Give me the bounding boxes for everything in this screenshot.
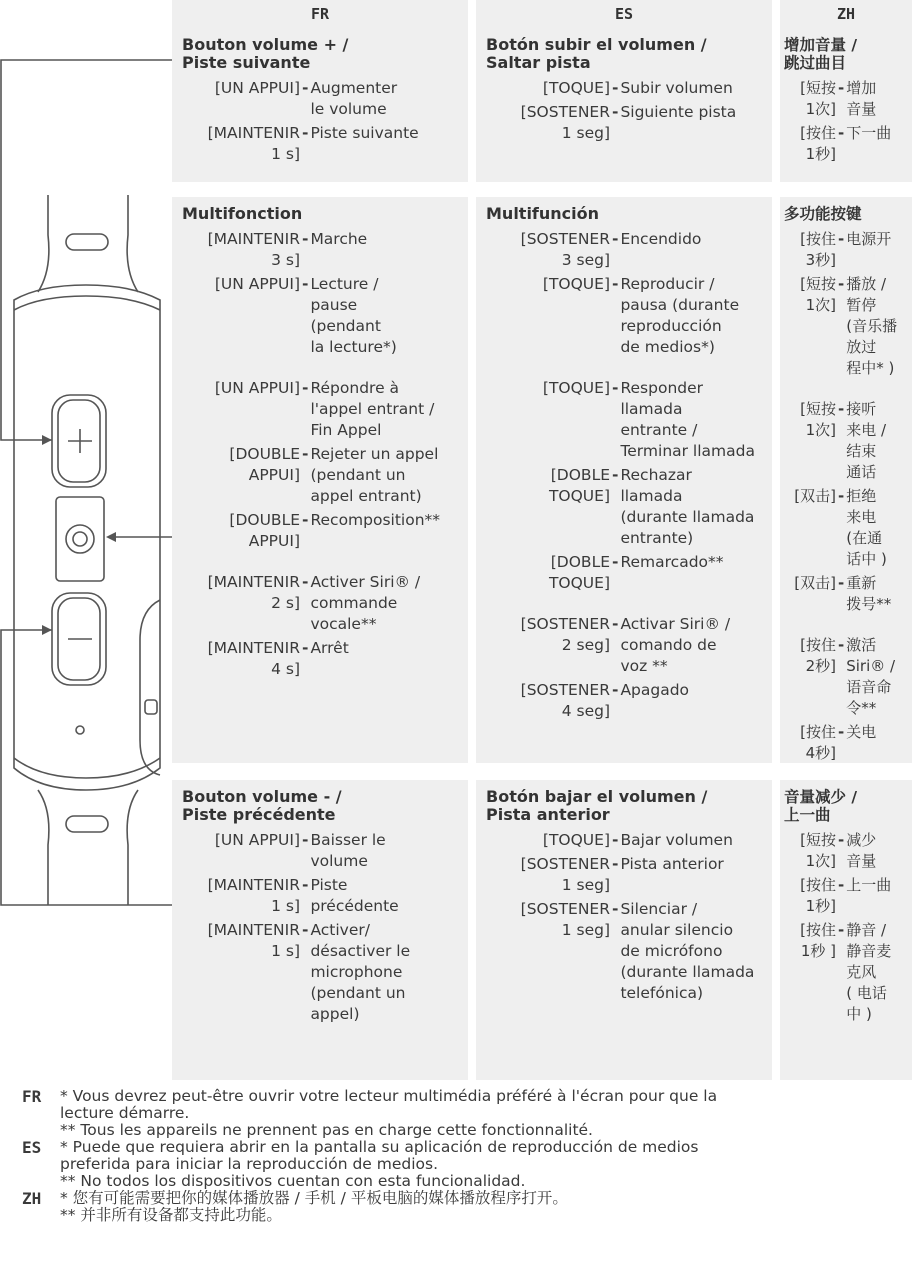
action-label: [MAINTENIR 3 s] xyxy=(207,230,300,269)
section-title: Bouton volume + / Piste suivante xyxy=(182,35,349,72)
action-result: Activer/ désactiver le microphone (pendant un appel) xyxy=(310,921,411,1023)
action-label: [MAINTENIR 1 s] xyxy=(207,124,300,163)
footnote-line: ** No todos los dispositivos cuentan con esta funcionalidad. xyxy=(60,1172,526,1190)
action-result: Siguiente pista xyxy=(620,103,737,121)
action-result: Pista anterior xyxy=(620,855,724,873)
action-label: [短按 1次] xyxy=(800,831,836,870)
section-title: Multifonction xyxy=(182,204,303,223)
instruction-row xyxy=(784,123,908,165)
action-result: 减少 音量 xyxy=(846,831,877,870)
separator: - xyxy=(612,379,619,397)
instruction-row xyxy=(486,552,762,594)
separator: - xyxy=(612,553,619,571)
separator: - xyxy=(838,574,845,592)
footnote-line: * Vous devrez peut-être ouvrir votre lecteur multimédia préféré à l'écran pour que la lecture démarre. xyxy=(60,1087,718,1122)
action-result: Augmenter le volume xyxy=(310,79,398,118)
arrow-head-icon xyxy=(42,625,52,635)
instruction-row xyxy=(182,378,458,441)
action-result: Répondre à l'appel entrant / Fin Appel xyxy=(310,379,435,439)
instruction-row xyxy=(182,830,458,872)
action-result: Piste précédente xyxy=(310,876,399,915)
action-result: 激活 Siri® / 语音命 令** xyxy=(846,636,896,717)
separator: - xyxy=(612,466,619,484)
footnote-line: ** Tous les appareils ne prennent pas en charge cette fonctionnalité. xyxy=(60,1121,593,1139)
instruction-row xyxy=(784,830,908,872)
footnote-line: * Puede que requiera abrir en la pantalla su aplicación de reproducción de medios preferida para iniciar la reproducción de medios. xyxy=(60,1138,699,1173)
action-label: [UN APPUI] xyxy=(214,79,300,97)
section-1-zh xyxy=(780,28,912,182)
action-result: 静音 / 静音麦 克风 ( 电话 中 ) xyxy=(846,921,892,1023)
action-result: 接听 来电 / 结束 通话 xyxy=(846,400,887,481)
separator: - xyxy=(838,831,845,849)
instruction-row xyxy=(182,229,458,271)
action-result: Apagado xyxy=(620,681,690,699)
arrow-head-icon xyxy=(106,532,116,542)
section-title: Bouton volume - / Piste précédente xyxy=(182,787,342,824)
action-result: 拒绝 来电 (在通 话中 ) xyxy=(846,487,887,568)
action-label: [SOSTENER 1 seg] xyxy=(520,900,610,939)
action-result: Lecture / pause (pendant la lecture*) xyxy=(310,275,397,356)
action-label: [短按 1次] xyxy=(800,400,836,439)
action-result: 上一曲 xyxy=(846,876,892,894)
instruction-row xyxy=(784,920,908,1025)
action-result: Encendido xyxy=(620,230,702,248)
instruction-row xyxy=(486,854,762,896)
separator: - xyxy=(612,831,619,849)
separator: - xyxy=(838,636,845,654)
action-label: [SOSTENER 1 seg] xyxy=(520,103,610,142)
instruction-row xyxy=(486,465,762,549)
separator: - xyxy=(838,723,845,741)
separator: - xyxy=(302,275,309,293)
instruction-row xyxy=(182,510,458,552)
section-title: 音量减少 / 上一曲 xyxy=(784,788,858,824)
action-result: 增加 音量 xyxy=(846,79,877,118)
separator: - xyxy=(302,124,309,142)
separator: - xyxy=(612,900,619,918)
separator: - xyxy=(302,831,309,849)
action-result: 关电 xyxy=(846,723,877,741)
language-code: ES xyxy=(22,1138,42,1157)
action-label: [MAINTENIR 4 s] xyxy=(207,639,300,678)
action-result: Reproducir / pausa (durante reproducción de medios*) xyxy=(620,275,740,356)
section-1-fr xyxy=(172,28,468,182)
action-result: Remarcado** xyxy=(620,553,724,571)
action-result: Rejeter un appel (pendant un appel entrant) xyxy=(310,445,439,505)
action-label: [双击] xyxy=(794,574,836,592)
instruction-row xyxy=(486,229,762,271)
instruction-row xyxy=(486,378,762,462)
footnote-text xyxy=(60,1139,699,1190)
action-result: Silenciar / anular silencio de micrófono (durante llamada telefónica) xyxy=(620,900,755,1002)
language-code: ZH xyxy=(22,1189,42,1208)
action-label: [按住 1秒] xyxy=(800,124,836,163)
action-result: Rechazar llamada (durante llamada entrante) xyxy=(620,466,755,547)
instruction-row xyxy=(784,274,908,379)
footnote-text xyxy=(60,1190,568,1224)
separator: - xyxy=(302,639,309,657)
instruction-row xyxy=(182,875,458,917)
instruction-row xyxy=(784,229,908,271)
instruction-row xyxy=(486,830,762,851)
action-label: [TOQUE] xyxy=(542,275,610,293)
section-title: Multifunción xyxy=(486,204,600,223)
separator: - xyxy=(838,230,845,248)
action-label: [按住 4秒] xyxy=(800,723,836,762)
action-label: [MAINTENIR 2 s] xyxy=(207,573,300,612)
action-label: [MAINTENIR 1 s] xyxy=(207,921,300,960)
action-label: [UN APPUI] xyxy=(214,379,300,397)
separator: - xyxy=(838,275,845,293)
action-label: [双击] xyxy=(794,487,836,505)
section-3-fr xyxy=(172,780,468,1080)
footnote-text xyxy=(60,1088,717,1139)
separator: - xyxy=(838,876,845,894)
header-es: ES xyxy=(476,0,772,28)
action-result: 电源开 xyxy=(846,230,892,248)
instruction-row xyxy=(486,78,762,99)
footnote-line: ** 并非所有设备都支持此功能。 xyxy=(60,1206,282,1224)
instruction-row xyxy=(486,614,762,677)
separator: - xyxy=(612,79,619,97)
action-result: Baisser le volume xyxy=(310,831,386,870)
action-label: [TOQUE] xyxy=(542,379,610,397)
header-zh: ZH xyxy=(780,0,912,28)
separator: - xyxy=(302,230,309,248)
section-2-fr xyxy=(172,197,468,763)
action-result: Responder llamada entrante / Terminar llamada xyxy=(620,379,755,460)
instruction-row xyxy=(182,78,458,120)
section-title: 多功能按键 xyxy=(784,205,862,223)
action-result: Activer Siri® / commande vocale** xyxy=(310,573,421,633)
action-label: [按住 3秒] xyxy=(800,230,836,269)
section-title: Botón subir el volumen / Saltar pista xyxy=(486,35,707,72)
separator: - xyxy=(838,921,845,939)
action-label: [DOUBLE APPUI] xyxy=(229,511,300,550)
instruction-row xyxy=(486,102,762,144)
footnote-group xyxy=(0,1088,880,1139)
footnotes xyxy=(0,1088,880,1224)
action-result: 下一曲 xyxy=(846,124,892,142)
separator: - xyxy=(302,511,309,529)
instruction-row xyxy=(182,920,458,1025)
action-label: [短按 1次] xyxy=(800,275,836,314)
instruction-row xyxy=(486,274,762,358)
action-label: [DOUBLE APPUI] xyxy=(229,445,300,484)
action-label: [按住 1秒] xyxy=(800,876,836,915)
action-label: [按住 2秒] xyxy=(800,636,836,675)
action-label: [SOSTENER 1 seg] xyxy=(520,855,610,894)
action-result: Activar Siri® / comando de voz ** xyxy=(620,615,731,675)
separator: - xyxy=(612,615,619,633)
section-title: 增加音量 / 跳过曲目 xyxy=(784,36,858,72)
instruction-row xyxy=(486,680,762,722)
separator: - xyxy=(302,379,309,397)
language-code: FR xyxy=(22,1087,42,1106)
action-result: Arrêt xyxy=(310,639,349,657)
separator: - xyxy=(302,573,309,591)
action-result: Piste suivante xyxy=(310,124,419,142)
action-label: [UN APPUI] xyxy=(214,831,300,849)
instruction-row xyxy=(182,638,458,680)
separator: - xyxy=(612,103,619,121)
section-3-zh xyxy=(780,780,912,1080)
instruction-row xyxy=(784,78,908,120)
instruction-row xyxy=(182,123,458,165)
section-2-es xyxy=(476,197,772,763)
action-result: 播放 / 暂停 (音乐播 放过 程中* ) xyxy=(846,275,898,377)
instruction-row xyxy=(182,274,458,358)
footnote-group xyxy=(0,1139,880,1190)
action-label: [TOQUE] xyxy=(542,831,610,849)
instruction-row xyxy=(182,572,458,635)
footnote-group xyxy=(0,1190,880,1224)
instruction-row xyxy=(784,635,908,719)
action-result: Recomposition** xyxy=(310,511,441,529)
separator: - xyxy=(612,230,619,248)
action-label: [SOSTENER 2 seg] xyxy=(520,615,610,654)
instruction-row xyxy=(182,444,458,507)
section-3-es xyxy=(476,780,772,1080)
action-label: [SOSTENER 3 seg] xyxy=(520,230,610,269)
instruction-row xyxy=(784,399,908,483)
header-fr: FR xyxy=(172,0,468,28)
action-label: [DOBLE TOQUE] xyxy=(548,466,610,505)
instruction-row xyxy=(784,573,908,615)
action-label: [MAINTENIR 1 s] xyxy=(207,876,300,915)
separator: - xyxy=(612,681,619,699)
separator: - xyxy=(302,79,309,97)
separator: - xyxy=(302,445,309,463)
action-result: Bajar volumen xyxy=(620,831,733,849)
section-1-es xyxy=(476,28,772,182)
instruction-row xyxy=(486,899,762,1004)
instruction-row xyxy=(784,722,908,763)
footnote-line: * 您有可能需要把你的媒体播放器 / 手机 / 平板电脑的媒体播放程序打开。 xyxy=(60,1189,568,1207)
separator: - xyxy=(302,876,309,894)
section-2-zh xyxy=(780,197,912,763)
section-title: Botón bajar el volumen / Pista anterior xyxy=(486,787,708,824)
action-result: Marche xyxy=(310,230,368,248)
action-label: [按住 1秒 ] xyxy=(800,921,836,960)
separator: - xyxy=(838,124,845,142)
separator: - xyxy=(838,487,845,505)
volume-down-callout-line xyxy=(1,630,172,905)
action-label: [SOSTENER 4 seg] xyxy=(520,681,610,720)
instruction-row xyxy=(784,875,908,917)
action-result: 重新 拨号** xyxy=(846,574,892,613)
separator: - xyxy=(302,921,309,939)
separator: - xyxy=(838,79,845,97)
separator: - xyxy=(612,275,619,293)
headset-remote-illustration xyxy=(0,0,172,1000)
action-label: [UN APPUI] xyxy=(214,275,300,293)
separator: - xyxy=(838,400,845,418)
action-label: [DOBLE TOQUE] xyxy=(548,553,610,592)
instruction-row xyxy=(784,486,908,570)
action-result: Subir volumen xyxy=(620,79,733,97)
action-label: [TOQUE] xyxy=(542,79,610,97)
action-label: [短按 1次] xyxy=(800,79,836,118)
separator: - xyxy=(612,855,619,873)
arrow-head-icon xyxy=(42,435,52,445)
